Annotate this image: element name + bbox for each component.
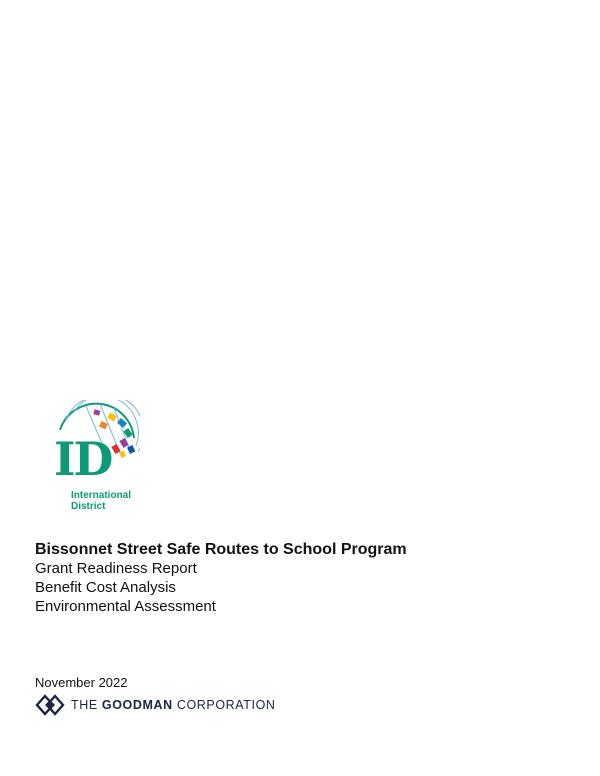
goodman-suffix: CORPORATION [172, 698, 276, 712]
id-name-line1: International [71, 490, 132, 501]
report-date: November 2022 [35, 675, 128, 690]
report-subtitle: Benefit Cost Analysis [35, 579, 176, 596]
report-title: Bissonnet Street Safe Routes to School Program [35, 541, 407, 558]
id-letters: ID [54, 432, 112, 486]
goodman-logo [35, 690, 285, 720]
goodman-name [71, 698, 276, 712]
id-name [71, 490, 131, 512]
id-name-line2: District [71, 501, 106, 512]
goodman-diamond-icon [35, 692, 67, 718]
goodman-bold: GOODMAN [101, 698, 173, 712]
international-district-logo [50, 400, 140, 512]
report-subtitle: Grant Readiness Report [35, 560, 197, 577]
report-subtitle: Environmental Assessment [35, 598, 216, 615]
report-titles [35, 540, 407, 616]
goodman-prefix: THE [71, 698, 102, 712]
